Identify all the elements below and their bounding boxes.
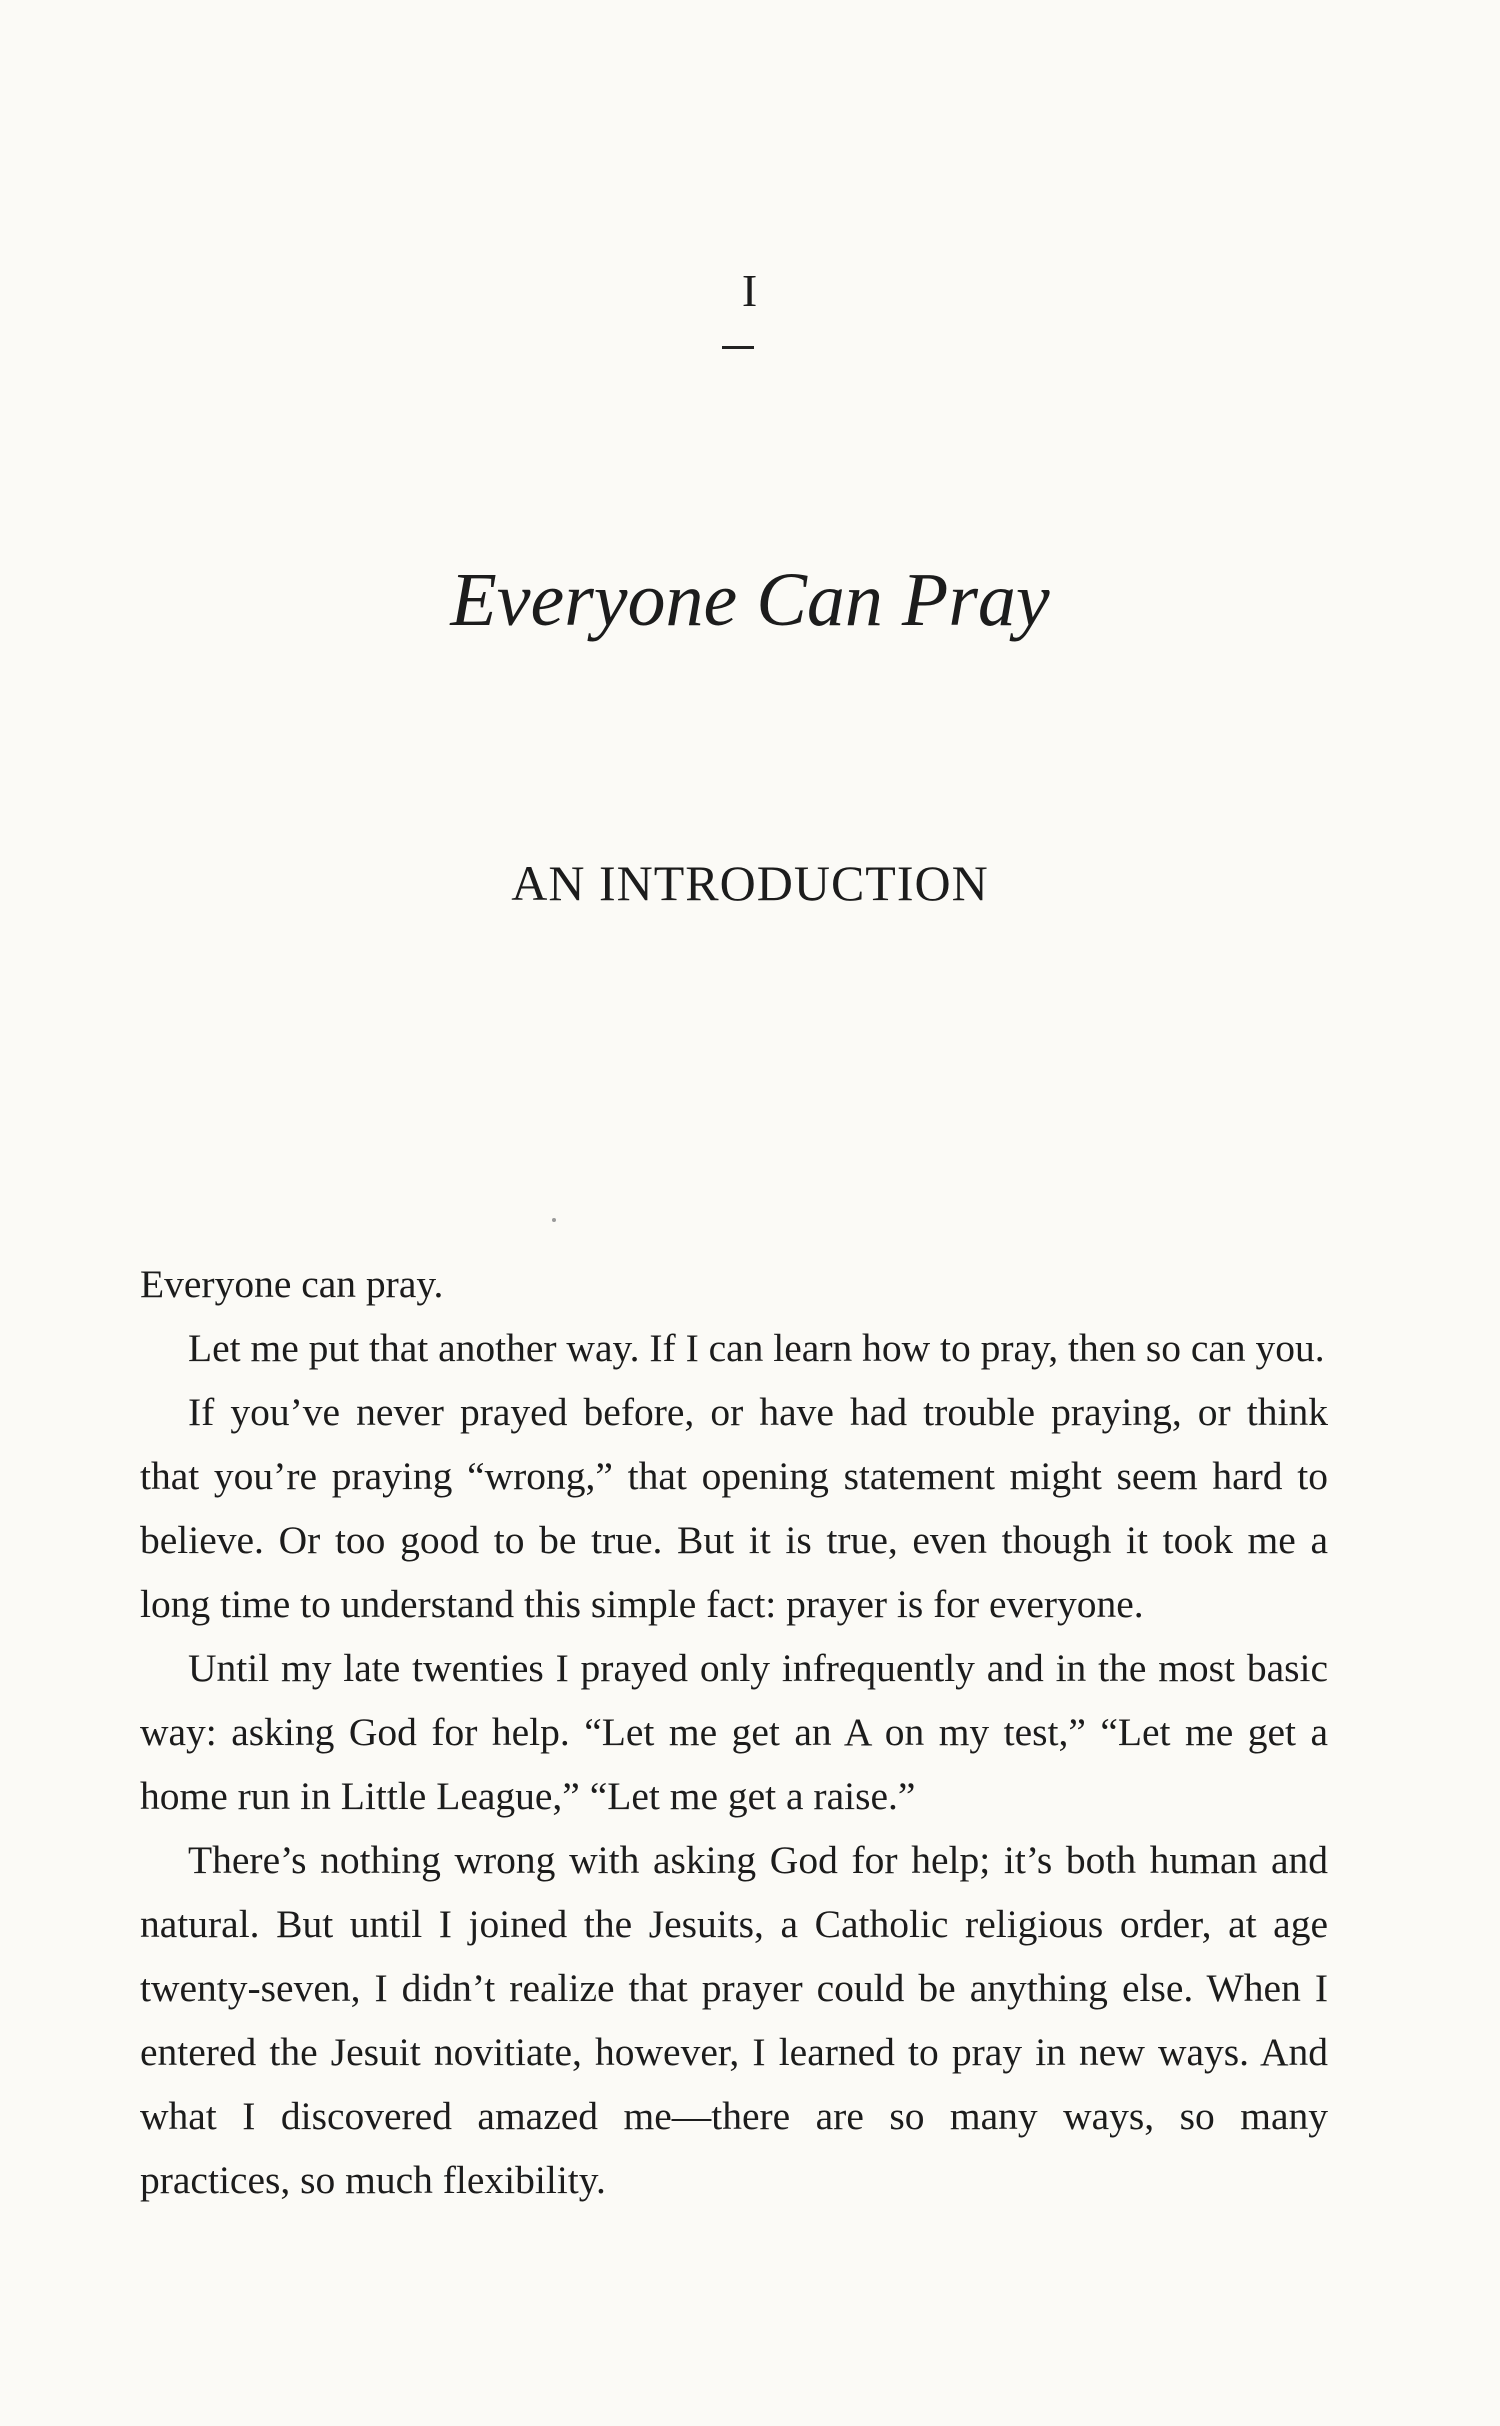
paragraph: If you’ve never prayed before, or have had trouble praying, or think that you’re praying “wrong,” that opening statement might seem hard to believe. Or too good to be true. But it is true, even though it took me a long time to understand this simple fact: prayer is for everyone. [140, 1390, 1328, 1626]
chapter-title: Everyone Can Pray [450, 558, 1050, 642]
paragraph: Let me put that another way. If I can learn how to pray, then so can you. [188, 1326, 1325, 1370]
paragraph: Everyone can pray. [140, 1262, 444, 1306]
chapter-number: I [741, 265, 759, 316]
paragraph: There’s nothing wrong with asking God for help; it’s both human and natural. But until I joined the Jesuits, a Catholic religious order, at age twenty-seven, I didn’t realize that prayer could be anything else. When I entered the Jesuit novitiate, however, I learned to pray in new ways. And what I discovered amazed me—there are so many ways, so many practices, so much flexibility. [140, 1838, 1328, 2202]
section-title: AN INTRODUCTION [511, 855, 989, 911]
paragraph: Until my late twenties I prayed only infrequently and in the most basic way: asking God for help. “Let me get an A on my test,” “Let me get a home run in Little League,” “Let me get a raise.” [140, 1646, 1328, 1818]
body-text [140, 1252, 1328, 2212]
chapter-number-rule [722, 346, 754, 349]
scan-speck [552, 1218, 556, 1222]
